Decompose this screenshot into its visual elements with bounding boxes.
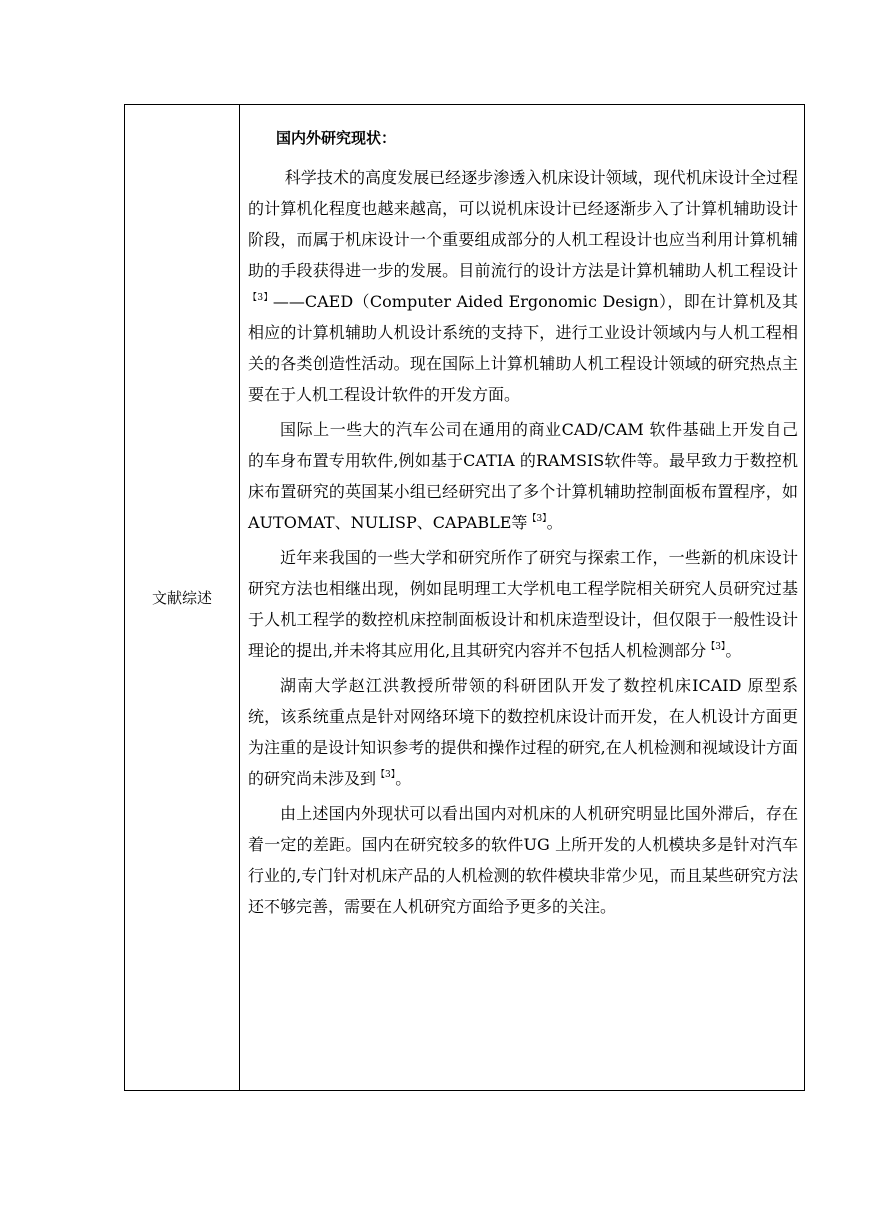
paragraph xyxy=(248,798,798,922)
paragraph-text: 科学技术的高度发展已经逐步渗透入机床设计领域，现代机床设计全过程的计算机化程度也越来越高，可以说机床设计已经逐渐步入了计算机辅助设计阶段，而属于机床设计一个重要组成部分的人机工程设计也应当利用计算机辅助的手段获得进一步的发展。目前流行的设计方法是计算机辅助人机工程设计 xyxy=(248,168,798,280)
paragraph-text: 湖南大学赵江洪教授所带领的科研团队开发了数控机床ICAID 原型系统，该系统重点是针对网络环境下的数控机床设计而开发，在人机设计方面更为注重的是设计知识参考的提供和操作过程的研究,在人机检测和视域设计方面的研究尚未涉及到 xyxy=(248,676,798,788)
paragraph xyxy=(248,670,798,794)
paragraph-text: 。 xyxy=(395,769,412,788)
paragraph-text: 。 xyxy=(725,641,742,660)
table-row xyxy=(125,105,805,1091)
row-label: 文献综述 xyxy=(125,105,240,1091)
paragraph-text: 由上述国内外现状可以看出国内对机床的人机研究明显比国外滞后，存在着一定的差距。国内在研究较多的软件UG 上所开发的人机模块多是针对汽车行业的,专门针对机床产品的人机检测的软件模块非常少见，而且某些研究方法还不够完善，需要在人机研究方面给予更多的关注。 xyxy=(248,804,798,916)
paragraph-text: 。 xyxy=(546,513,563,532)
row-content xyxy=(240,105,805,1091)
citation: 【3】 xyxy=(527,514,547,524)
paragraph xyxy=(248,414,798,538)
citation: 【3】 xyxy=(706,642,726,652)
paragraph xyxy=(248,162,798,410)
paragraph-text: 近年来我国的一些大学和研究所作了研究与探索工作，一些新的机床设计研究方法也相继出现，例如昆明理工大学机电工程学院相关研究人员研究过基于人机工程学的数控机床控制面板设计和机床造型设计，但仅限于一般性设计理论的提出,并未将其应用化,且其研究内容并不包括人机检测部分 xyxy=(248,548,798,660)
paragraph-text: ——CAED（Computer Aided Ergonomic Design），即在计算机及其相应的计算机辅助人机设计系统的支持下，进行工业设计领域内与人机工程相关的各类创造性活动。现在国际上计算机辅助人机工程设计领域的研究热点主要在于人机工程设计软件的开发方面。 xyxy=(248,292,798,404)
citation: 【3】 xyxy=(376,770,396,780)
citation: 【3】 xyxy=(248,293,273,303)
paragraph xyxy=(248,542,798,666)
paragraph-text: 国际上一些大的汽车公司在通用的商业CAD/CAM 软件基础上开发自己的车身布置专用软件,例如基于CATIA 的RAMSIS软件等。最早致力于数控机床布置研究的英国某小组已经研究出了多个计算机辅助控制面板布置程序，如AUTOMAT、NULISP、CAPABLE等 xyxy=(248,420,798,532)
section-heading: 国内外研究现状： xyxy=(276,129,397,147)
form-table xyxy=(124,104,805,1091)
